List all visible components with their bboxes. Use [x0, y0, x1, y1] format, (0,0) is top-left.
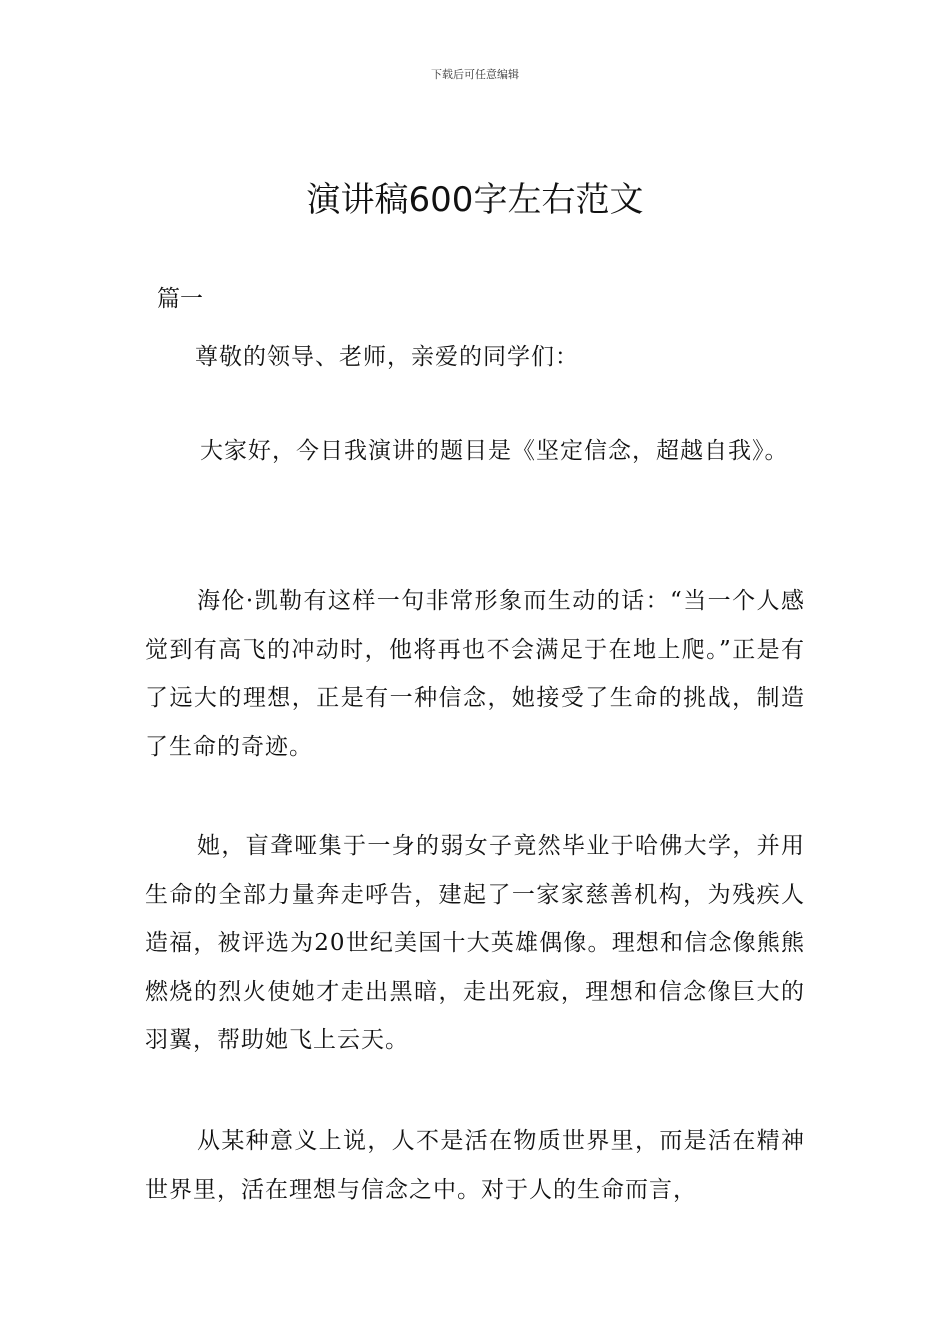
- paragraph: 大家好，今日我演讲的题目是《坚定信念，超越自我》。: [200, 438, 789, 464]
- salutation: 尊敬的领导、老师，亲爱的同学们：: [195, 344, 579, 370]
- paragraph: 从某种意义上说，人不是活在物质世界里，而是活在精神世界里，活在理想与信念之中。对于人的生命而言，: [145, 1128, 805, 1203]
- document-title: 演讲稿600字左右范文: [306, 180, 644, 220]
- paragraph: 海伦·凯勒有这样一句非常形象而生动的话：“当一个人感觉到有高飞的冲动时，他将再也不会满足于在地上爬。”正是有了远大的理想，正是有一种信念，她接受了生命的挑战，制造了生命的奇迹。: [145, 588, 805, 760]
- header-note: 下载后可任意编辑: [431, 68, 519, 81]
- section-label: 篇一: [157, 286, 203, 312]
- paragraph: 她，盲聋哑集于一身的弱女子竟然毕业于哈佛大学，并用生命的全部力量奔走呼告，建起了一家家慈善机构，为残疾人造福，被评选为20世纪美国十大英雄偶像。理想和信念像熊熊燃烧的烈火使她才走出黑暗，走出死寂，理想和信念像巨大的羽翼，帮助她飞上云天。: [145, 833, 805, 1053]
